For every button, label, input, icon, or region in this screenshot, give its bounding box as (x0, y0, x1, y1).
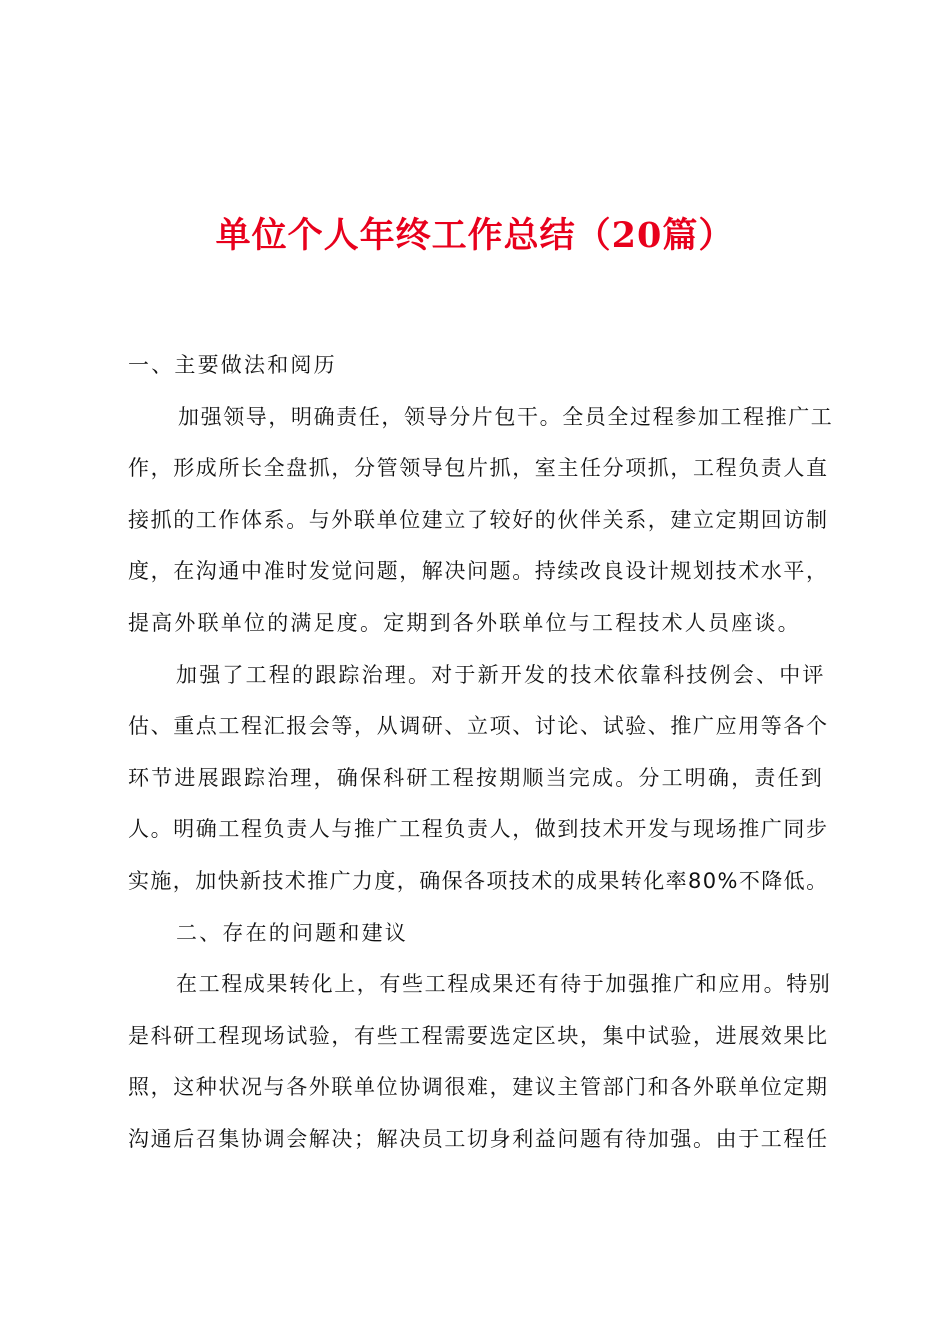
document-title: 单位个人年终工作总结（20篇） (215, 215, 735, 256)
paragraph-line: 度，在沟通中准时发觉问题，解决问题。持续改良设计规划技术水平， (128, 559, 829, 584)
paragraph-line: 接抓的工作体系。与外联单位建立了较好的伙伴关系，建立定期回访制 (128, 507, 829, 532)
paragraph-line: 照，这种状况与各外联单位协调很难，建议主管部门和各外联单位定期 (128, 1075, 829, 1100)
paragraph-line: 加强领导，明确责任，领导分片包干。全员全过程参加工程推广工 (178, 404, 834, 429)
paragraph-line: 作，形成所长全盘抓，分管领导包片抓，室主任分项抓，工程负责人直 (128, 456, 829, 481)
paragraph-line: 在工程成果转化上，有些工程成果还有待于加强推广和应用。特别 (176, 972, 832, 997)
paragraph-line: 实施，加快新技术推广力度，确保各项技术的成果转化率80%不降低。 (128, 868, 829, 893)
paragraph-line: 是科研工程现场试验，有些工程需要选定区块，集中试验，进展效果比 (128, 1023, 829, 1048)
paragraph-line: 环节进展跟踪治理，确保科研工程按期顺当完成。分工明确，责任到 (128, 765, 824, 790)
paragraph-line: 估、重点工程汇报会等，从调研、立项、讨论、试验、推广应用等各个 (128, 714, 829, 739)
paragraph-line: 沟通后召集协调会解决；解决员工切身利益问题有待加强。由于工程任 (128, 1126, 829, 1151)
paragraph-line: 人。明确工程负责人与推广工程负责人，做到技术开发与现场推广同步 (128, 817, 829, 842)
section-heading-2: 二、存在的问题和建议 (176, 920, 408, 945)
document-body (128, 343, 832, 1169)
paragraph-line: 加强了工程的跟踪治理。对于新开发的技术依靠科技例会、中评 (176, 662, 826, 687)
paragraph-line: 提高外联单位的满足度。定期到各外联单位与工程技术人员座谈。 (128, 610, 801, 635)
section-heading-1: 一、主要做法和阅历 (128, 353, 337, 377)
